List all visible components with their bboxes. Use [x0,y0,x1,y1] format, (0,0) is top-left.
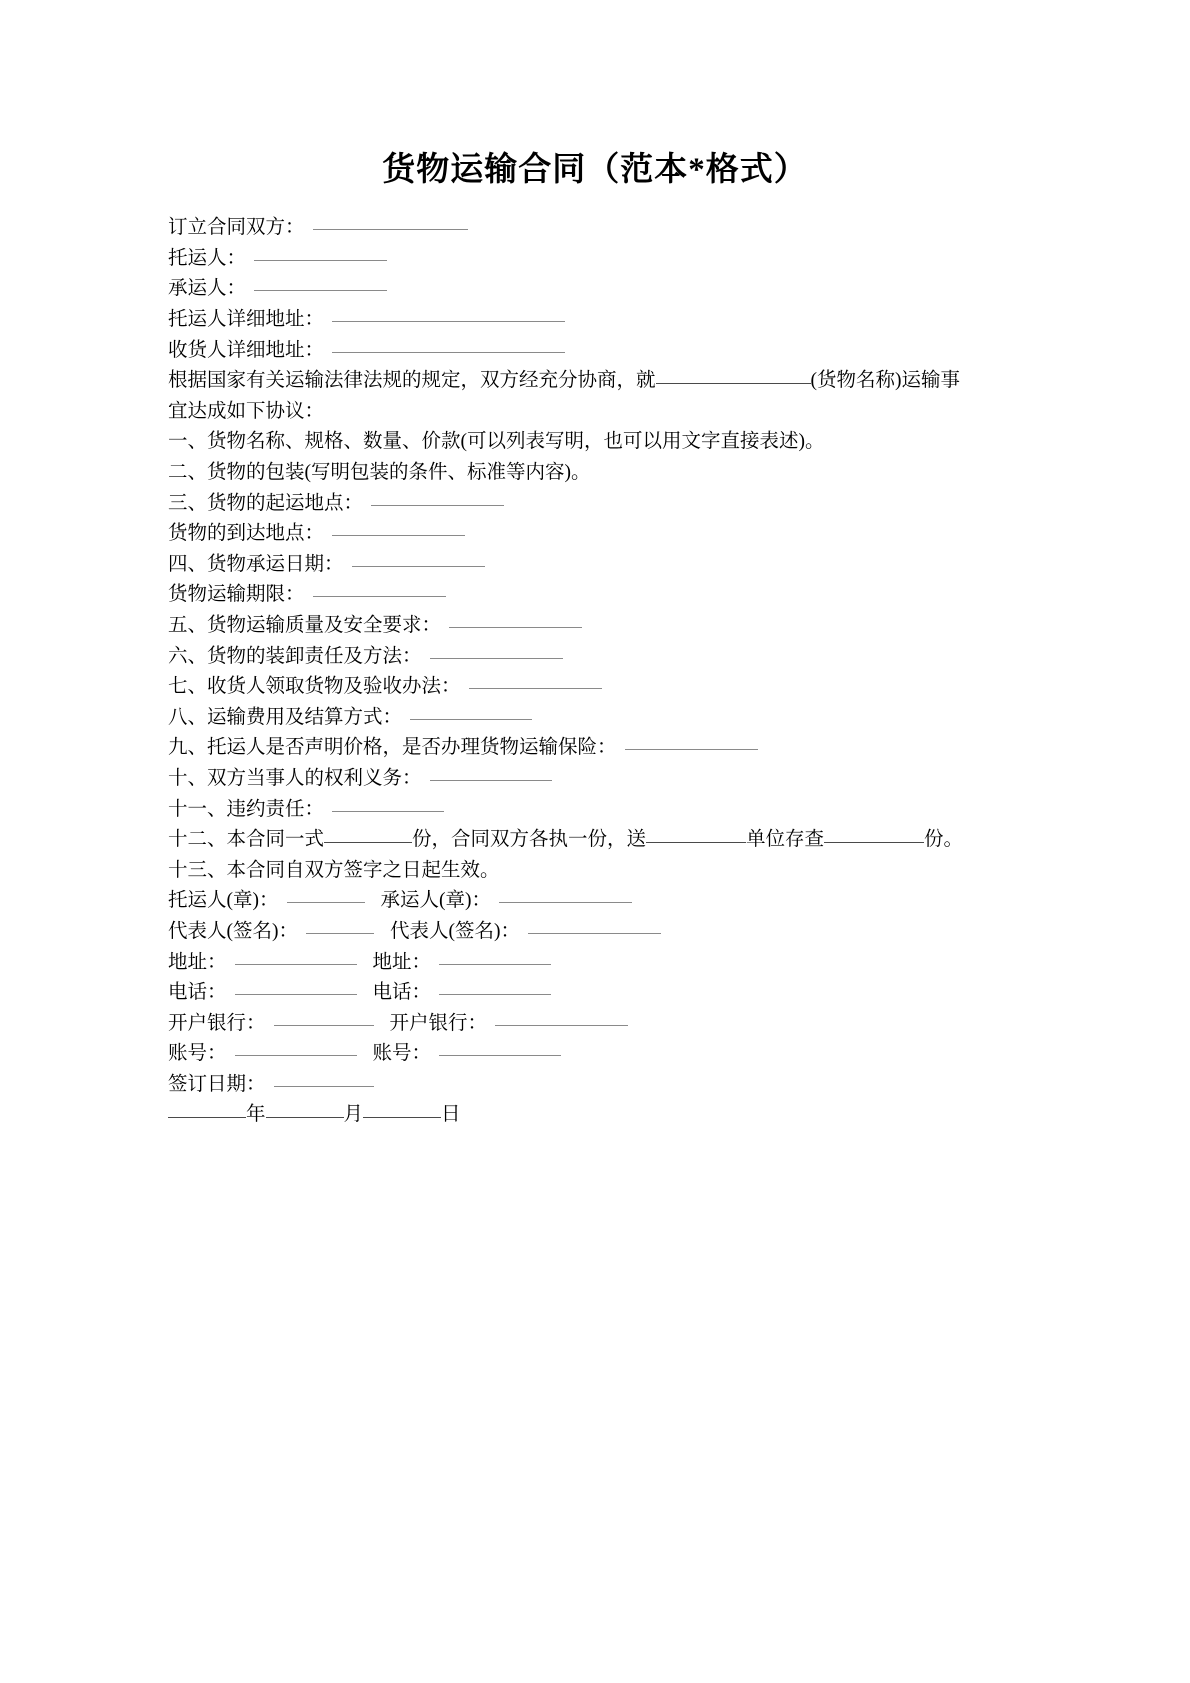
carrier-bank-label: 开户银行： [389,1012,488,1034]
blank-filing-unit[interactable] [646,824,746,844]
clause-11 [168,795,1130,826]
blank-filing-copies[interactable] [824,824,924,844]
clause-6 [168,642,1130,673]
blank-carrier-representative[interactable] [528,914,661,934]
clause-2 [168,458,1130,489]
field-label: 订立合同双方： [168,217,305,239]
field-contracting-parties [168,213,1130,244]
blank-carrier-address-sig[interactable] [439,945,551,965]
blank-carrier-account[interactable] [439,1037,561,1057]
clause-3-destination [168,519,1130,550]
clause-text: 二、货物的包装(写明包装的条件、标准等内容)。 [168,462,591,483]
blank-shipper-bank[interactable] [274,1006,374,1026]
carrier-seal-label: 承运人(章)： [380,890,491,912]
preamble-line-1 [168,366,1130,397]
signature-row-bank [168,1009,1130,1040]
blank-receipt-method[interactable] [469,670,602,690]
field-shipper [168,244,1130,275]
signature-row-representative [168,917,1130,948]
clause-text-part4: 份。 [924,829,964,851]
clause-text: 十一、违约责任： [168,798,325,820]
shipper-seal-label: 托运人(章)： [168,890,279,912]
shipper-rep-label: 代表人(签名)： [168,920,298,942]
clause-8 [168,703,1130,734]
shipper-address-label: 地址： [168,951,227,973]
blank-shipper-address[interactable] [332,303,565,323]
clause-9 [168,733,1130,764]
preamble-text-end: (货物名称)运输事 [810,370,961,392]
blank-carrier-bank[interactable] [495,1006,628,1026]
carrier-account-label: 账号： [372,1043,432,1065]
preamble-text-cont: 宜达成如下协议： [168,400,325,422]
field-carrier [168,274,1130,305]
signature-row-seal [168,886,1130,917]
blank-shipper-seal[interactable] [287,884,365,904]
clause-5 [168,611,1130,642]
blank-shipper-account[interactable] [235,1037,357,1057]
field-consignee-address [168,336,1130,367]
blank-shipper-representative[interactable] [306,914,374,934]
signature-row-phone [168,978,1130,1009]
clause-4-duration [168,580,1130,611]
carrier-rep-label: 代表人(签名)： [390,920,520,942]
carrier-address-label: 地址： [372,951,432,973]
field-label: 托运人详细地址： [168,309,325,331]
preamble-line-2 [168,397,1130,428]
clause-text-part3: 单位存查 [746,829,825,851]
clause-text: 十三、本合同自双方签字之日起生效。 [168,859,500,881]
blank-consignee-address[interactable] [332,333,565,353]
field-label: 承运人： [168,278,247,300]
blank-shipper-address-sig[interactable] [235,945,357,965]
blank-carriage-date[interactable] [352,547,485,567]
blank-carrier[interactable] [254,272,387,292]
blank-carrier-seal[interactable] [499,884,632,904]
clause-text: 五、货物运输质量及安全要求： [168,614,442,636]
clause-4 [168,550,1130,581]
blank-goods-name[interactable] [656,365,811,385]
blank-month[interactable] [266,1099,344,1119]
clause-text: 四、货物承运日期： [168,553,344,575]
carrier-phone-label: 电话： [372,982,432,1004]
blank-rights-duties[interactable] [430,761,552,781]
field-label: 托运人： [168,247,247,269]
clause-text: 货物运输期限： [168,584,305,606]
field-label: 收货人详细地址： [168,339,325,361]
blank-year[interactable] [168,1099,246,1119]
blank-origin-place[interactable] [371,486,504,506]
signature-row-address [168,948,1130,979]
shipper-account-label: 账号： [168,1043,227,1065]
clause-3 [168,489,1130,520]
page-title: 货物运输合同（范本*格式） [382,152,808,188]
blank-transport-duration[interactable] [313,578,446,598]
blank-carrier-phone[interactable] [439,976,551,996]
blank-day[interactable] [363,1099,441,1119]
blank-shipper[interactable] [254,241,387,261]
clause-text: 七、收货人领取货物及验收办法： [168,676,461,698]
signature-row-sign-date [168,1070,1130,1101]
clause-10 [168,764,1130,795]
clause-text: 九、托运人是否声明价格，是否办理货物运输保险： [168,737,617,759]
blank-copies-total[interactable] [324,824,412,844]
clause-text: 六、货物的装卸责任及方法： [168,645,422,667]
sign-date-label: 签订日期： [168,1073,266,1095]
clause-7 [168,672,1130,703]
clause-text-part1: 十二、本合同一式 [168,829,325,851]
clause-text: 一、货物名称、规格、数量、价款(可以列表写明，也可以用文字直接表述)。 [168,431,825,453]
month-label: 月 [343,1104,364,1126]
blank-sign-date[interactable] [274,1067,374,1087]
blank-quality-safety[interactable] [449,608,582,628]
day-label: 日 [441,1104,461,1126]
blank-breach-liability[interactable] [332,792,444,812]
blank-contracting-parties[interactable] [313,211,468,231]
clause-13 [168,856,1130,887]
clause-text-part2: 份，合同双方各执一份，送 [412,829,647,851]
blank-destination-place[interactable] [332,517,465,537]
year-label: 年 [246,1104,266,1126]
clause-text: 八、运输费用及结算方式： [168,706,403,728]
blank-freight-settlement[interactable] [410,700,532,720]
shipper-bank-label: 开户银行： [168,1012,266,1034]
clause-text: 十、双方当事人的权利义务： [168,767,422,789]
signature-row-account [168,1039,1130,1070]
clause-12 [168,825,1130,856]
shipper-phone-label: 电话： [168,982,227,1004]
preamble-text-start: 根据国家有关运输法律法规的规定，双方经充分协商，就 [168,370,656,392]
blank-declared-value-insurance[interactable] [625,731,758,751]
blank-shipper-phone[interactable] [235,976,357,996]
clause-text: 三、货物的起运地点： [168,492,364,514]
blank-loading-duty[interactable] [430,639,563,659]
document-body [0,213,1190,1131]
signature-row-date-ymd [168,1100,1130,1131]
clause-1 [168,427,1130,458]
clause-text: 货物的到达地点： [168,523,325,545]
field-shipper-address [168,305,1130,336]
